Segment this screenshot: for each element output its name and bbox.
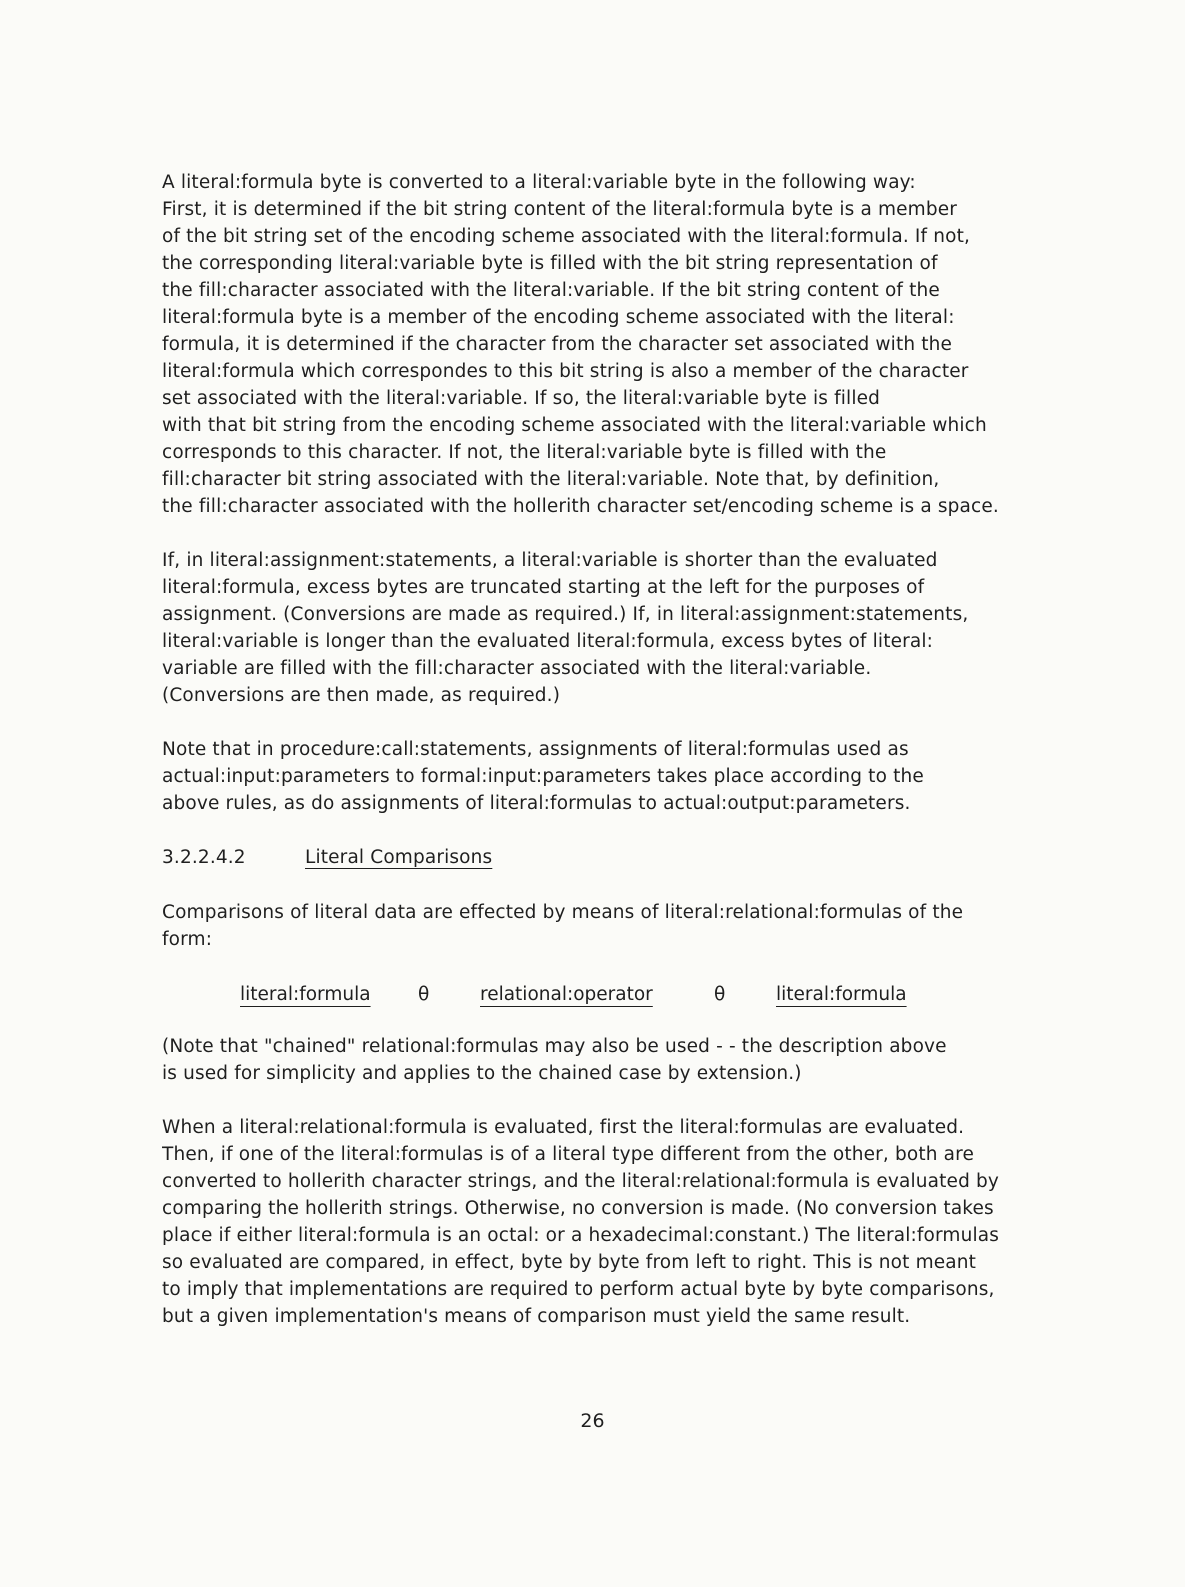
text-line: the fill:character associated with the hollerith character set/encoding scheme is a space. [162, 496, 999, 517]
text-line: literal:variable is longer than the evaluated literal:formula, excess bytes of literal: [162, 631, 934, 652]
paragraph-assignment [162, 547, 1097, 709]
formula-left-operand: literal:formula [240, 984, 371, 1005]
text-line: literal:formula which correspondes to this bit string is also a member of the character [162, 361, 969, 382]
text-line: variable are filled with the fill:character associated with the literal:variable. [162, 658, 872, 679]
theta-symbol: θ [714, 984, 726, 1005]
text-line: literal:formula, excess bytes are truncated starting at the left for the purposes of [162, 577, 925, 598]
paragraph-procedure-call [162, 736, 1097, 817]
text-line: assignment. (Conversions are made as required.) If, in literal:assignment:statements, [162, 604, 969, 625]
paragraph-evaluation [162, 1114, 1097, 1330]
text-line: is used for simplicity and applies to the chained case by extension.) [162, 1063, 802, 1084]
text-line: converted to hollerith character strings, and the literal:relational:formula is evaluated by [162, 1171, 1000, 1192]
text-line: Then, if one of the literal:formulas is of a literal type different from the other, both are [162, 1144, 975, 1165]
text-line: above rules, as do assignments of literal:formulas to actual:output:parameters. [162, 793, 911, 814]
section-heading [162, 844, 1097, 871]
section-number: 3.2.2.4.2 [162, 847, 246, 868]
text-line: Note that in procedure:call:statements, assignments of literal:formulas used as [162, 739, 909, 760]
page-number: 26 [580, 1410, 605, 1432]
paragraph-comparisons [162, 899, 1097, 953]
text-line: set associated with the literal:variable. If so, the literal:variable byte is filled [162, 388, 881, 409]
text-line: fill:character bit string associated with the literal:variable. Note that, by definition, [162, 469, 940, 490]
text-line: A literal:formula byte is converted to a literal:variable byte in the following way: [162, 172, 916, 193]
text-line: form: [162, 929, 213, 950]
paragraph-literal-conversion [162, 169, 1097, 520]
text-line: (Note that "chained" relational:formulas may also be used - - the description above [162, 1036, 947, 1057]
formula-operator: relational:operator [480, 984, 653, 1005]
text-line: (Conversions are then made, as required.) [162, 685, 561, 706]
text-line: the corresponding literal:variable byte is filled with the bit string representation of [162, 253, 938, 274]
paragraph-chained-note [162, 1033, 1097, 1087]
text-line: First, it is determined if the bit string content of the literal:formula byte is a member [162, 199, 958, 220]
section-title: Literal Comparisons [305, 847, 493, 868]
text-line: comparing the hollerith strings. Otherwise, no conversion is made. (No conversion takes [162, 1198, 994, 1219]
text-line: formula, it is determined if the character from the character set associated with the [162, 334, 953, 355]
text-line: corresponds to this character. If not, the literal:variable byte is filled with the [162, 442, 887, 463]
comparison-formula [240, 981, 907, 1008]
theta-symbol: θ [418, 984, 430, 1005]
text-line: literal:formula byte is a member of the encoding scheme associated with the literal: [162, 307, 955, 328]
text-line: of the bit string set of the encoding scheme associated with the literal:formula. If not, [162, 226, 971, 247]
formula-right-operand: literal:formula [776, 984, 907, 1005]
text-line: but a given implementation's means of comparison must yield the same result. [162, 1306, 911, 1327]
text-line: with that bit string from the encoding scheme associated with the literal:variable which [162, 415, 987, 436]
text-line: place if either literal:formula is an octal: or a hexadecimal:constant.) The literal:formulas [162, 1225, 1000, 1246]
text-line: so evaluated are compared, in effect, byte by byte from left to right. This is not meant [162, 1252, 977, 1273]
text-line: the fill:character associated with the literal:variable. If the bit string content of the [162, 280, 940, 301]
text-line: When a literal:relational:formula is evaluated, first the literal:formulas are evaluated. [162, 1117, 965, 1138]
text-line: actual:input:parameters to formal:input:parameters takes place according to the [162, 766, 924, 787]
text-line: Comparisons of literal data are effected by means of literal:relational:formulas of the [162, 902, 964, 923]
text-line: If, in literal:assignment:statements, a literal:variable is shorter than the evaluated [162, 550, 938, 571]
text-line: to imply that implementations are required to perform actual byte by byte comparisons, [162, 1279, 995, 1300]
